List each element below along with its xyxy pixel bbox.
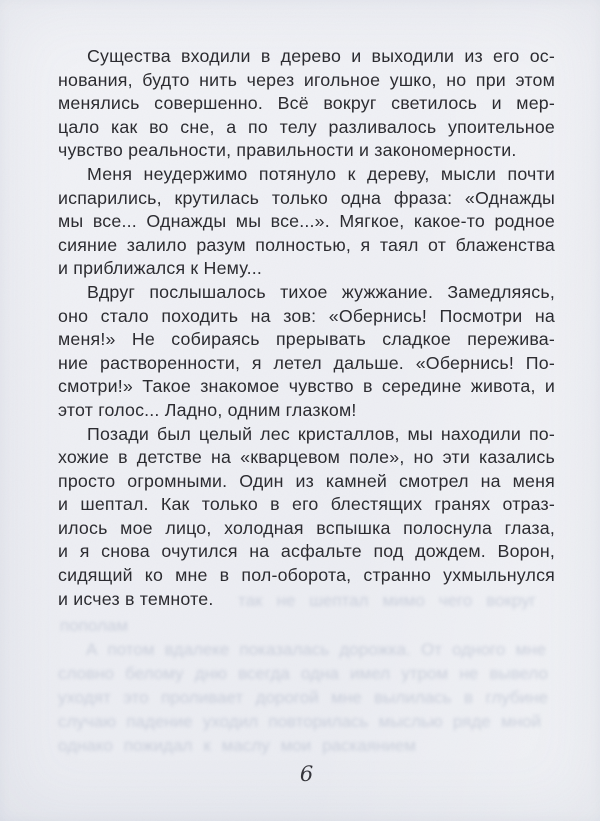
text-line: илось мое лицо, холодная вспышка полоснула глаза, <box>58 517 555 538</box>
text-line: этот голос... Ладно, одним глазком! <box>58 399 357 420</box>
text-line: Вдруг послышалось тихое жужжание. Замедляясь, <box>87 281 555 302</box>
text-line: испарились, крутилась только одна фраза: «Однажды <box>58 187 555 208</box>
ghost-showthrough-line: А потом вдалеке показалась дорожка. От одного мне <box>86 640 546 659</box>
text-line: хожие в детстве на «кварцевом поле», но эти казались <box>58 447 555 468</box>
text-line: Существа входили в дерево и выходили из его ос- <box>87 46 555 66</box>
text-line: и я снова очутился на асфальте под дождем. Ворон, <box>58 541 555 562</box>
text-line: и исчез в темноте. <box>58 588 214 609</box>
text-line: просто огромными. Один из камней смотрел на меня <box>58 470 555 491</box>
page-number: 6 <box>299 762 314 786</box>
page-text <box>58 45 555 611</box>
ghost-showthrough-line: словно белому дню всегда одна имел утром не вывело <box>58 664 548 683</box>
text-line: Меня неудержимо потянуло к дереву, мысли почти <box>87 163 555 184</box>
text-line: и шептал. Как только в его блестящих гранях отраз- <box>58 494 555 515</box>
ghost-showthrough-line: уходят это проливает дорогой мне вылилась в глубине <box>58 688 548 707</box>
text-line: нования, будто нить через игольное ушко, но при этом <box>58 69 555 90</box>
text-line: мы все... Однажды мы все...». Мягкое, какое-то родное <box>58 211 555 232</box>
text-line: меня!» Не собираясь прерывать сладкое пережива- <box>58 329 555 350</box>
ghost-showthrough-line: случаю падение уходил повторилась мыслью ряде мной <box>58 712 541 731</box>
ghost-showthrough-line: пополам <box>60 616 129 635</box>
text-line: смотри!» Такое знакомое чувство в середине живота, и <box>58 376 555 397</box>
text-line: оно стало походить на зов: «Обернись! Посмотри на <box>58 305 555 326</box>
text-line: Позади был целый лес кристаллов, мы находили по- <box>87 423 555 444</box>
text-line: чувство реальности, правильности и закономерности. <box>58 140 517 161</box>
ghost-showthrough-line: однако пожидал к маслу мои раскаянием <box>58 736 416 755</box>
ghost-showthrough-fragment: так не шептал мимо чего вокруг <box>238 591 536 610</box>
text-line: цало как во сне, а по телу разливалось упоительное <box>58 116 555 137</box>
text-line: менялись совершенно. Всё вокруг светилось и мер- <box>58 93 555 114</box>
text-line: сияние залило разум полностью, я таял от блаженства <box>58 234 555 255</box>
text-line: и приближался к Нему... <box>58 258 263 279</box>
text-line: ние растворенности, я летел дальше. «Обернись! По- <box>58 352 555 373</box>
text-line: сидящий ко мне в пол-оборота, странно ухмыльнулся <box>58 565 555 586</box>
